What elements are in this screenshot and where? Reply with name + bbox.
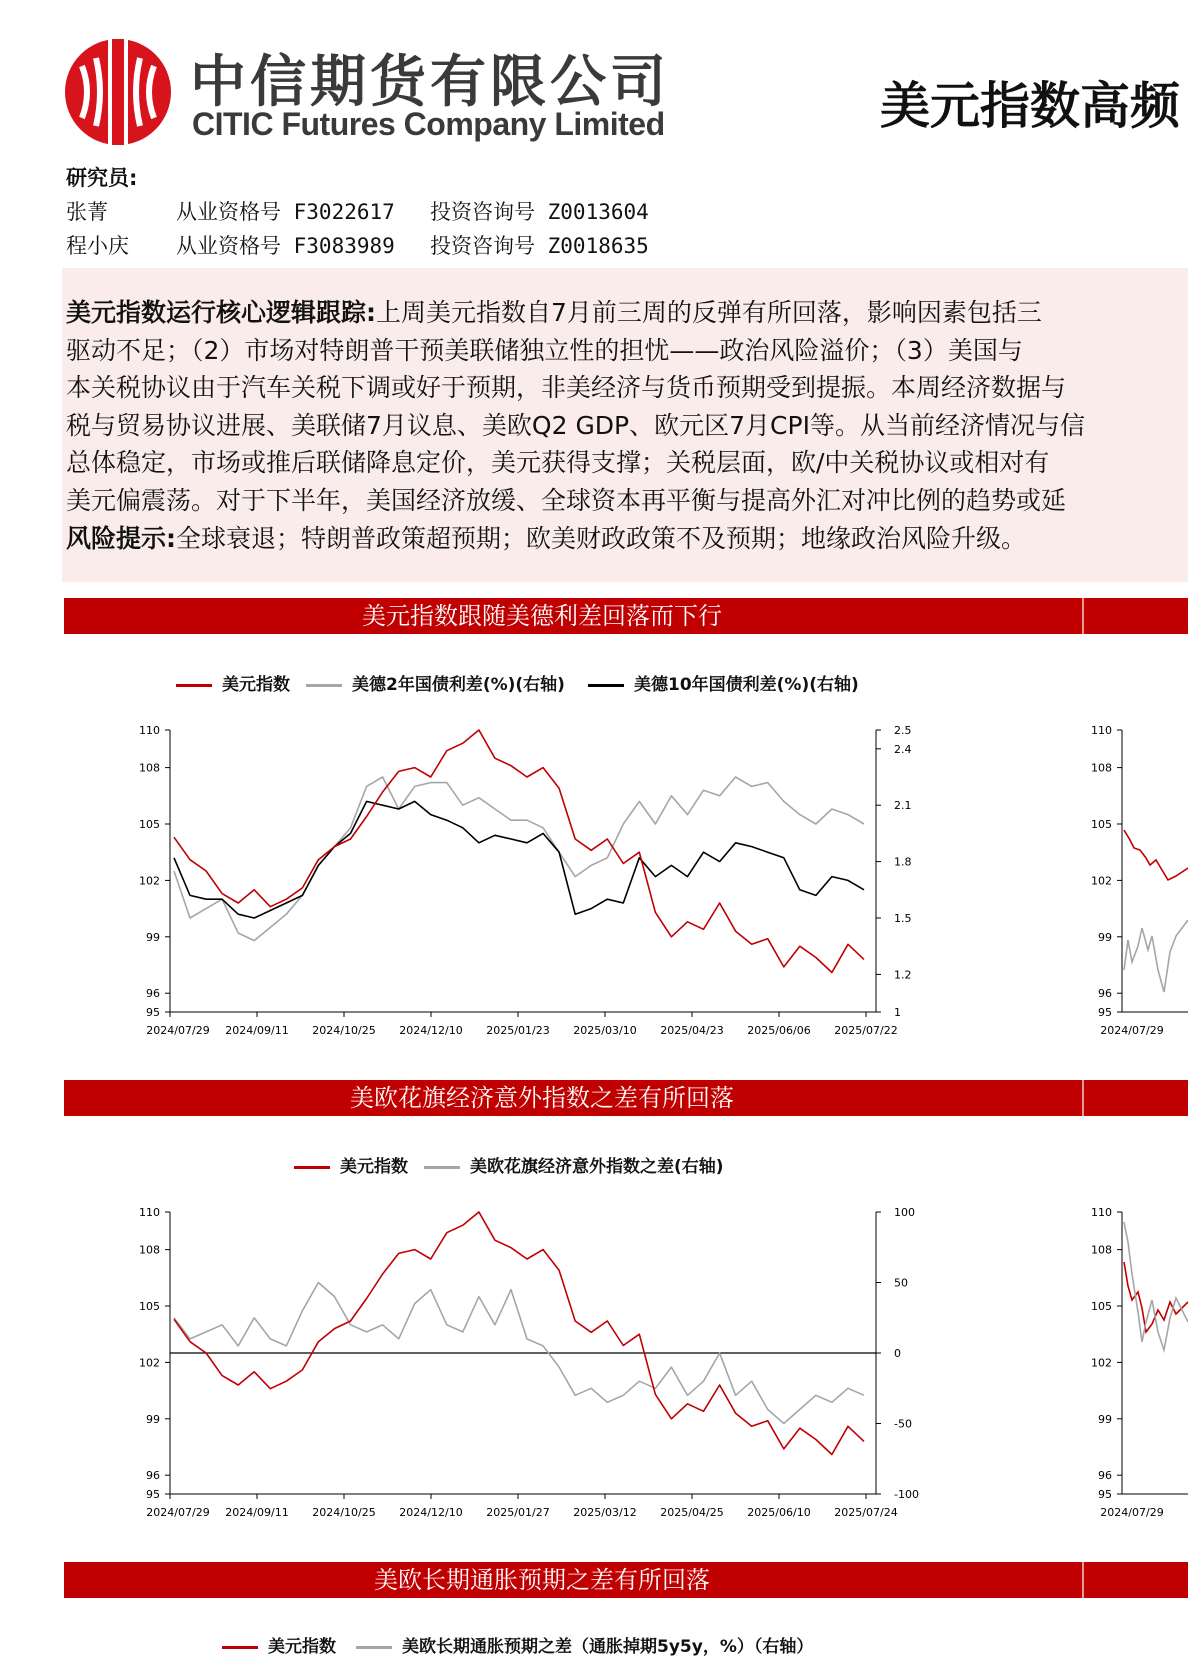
left-axis-tick-label: 96 <box>146 987 160 1001</box>
right-axis-tick-label: -50 <box>894 1417 912 1431</box>
left-axis-tick-label: 99 <box>146 930 160 944</box>
right-axis-tick-label: 1.8 <box>894 855 912 869</box>
legend-swatch <box>424 1166 460 1169</box>
summary-line: 总体稳定，市场或推后联储降息定价，美元获得支撑；关税层面，欧/中关税协议或相对有 <box>66 448 1050 478</box>
section-header <box>64 1080 1188 1116</box>
left-axis-tick-label: 105 <box>139 1300 160 1313</box>
series-line <box>174 777 864 941</box>
x-axis-tick-label: 2024/10/25 <box>312 1024 376 1037</box>
right-axis-tick-label: 2.5 <box>894 724 912 737</box>
series-line <box>174 1212 864 1455</box>
section-header <box>64 1562 1188 1598</box>
right-axis-tick-label: 1.2 <box>894 968 912 982</box>
x-axis-tick-label: 2024/09/11 <box>225 1506 289 1519</box>
legend-label: 美德10年国债利差(%)(右轴) <box>634 675 859 695</box>
researcher-label: 研究员: <box>66 166 138 190</box>
left-axis-tick-label: 95 <box>146 1006 160 1019</box>
section-divider <box>1082 1080 1084 1116</box>
summary-line: 美元偏震荡。对于下半年，美国经济放缓、全球资本再平衡与提高外汇对冲比例的趋势或延 <box>66 485 1067 515</box>
x-axis-tick-label: 2025/07/24 <box>834 1506 898 1519</box>
second-panel-tick-label: 99 <box>1098 930 1112 944</box>
second-panel-series-line <box>1124 1222 1188 1350</box>
right-axis-tick-label: 100 <box>894 1206 915 1219</box>
second-panel-tick-label: 108 <box>1091 1243 1112 1257</box>
left-axis-tick-label: 110 <box>139 1206 160 1219</box>
left-axis-tick-label: 108 <box>139 1243 160 1257</box>
section-title: 美欧花旗经济意外指数之差有所回落 <box>350 1084 734 1112</box>
left-axis-tick-label: 108 <box>139 761 160 775</box>
right-axis-tick-label: 1 <box>894 1006 901 1019</box>
legend-item <box>306 670 565 695</box>
left-axis-tick-label: 110 <box>139 724 160 737</box>
legend-label: 美欧长期通胀预期之差（通胀掉期5y5y，%）（右轴） <box>402 1637 814 1657</box>
summary-box <box>62 268 1188 582</box>
second-panel-tick-label: 99 <box>1098 1412 1112 1426</box>
legend-label: 美元指数 <box>340 1157 408 1177</box>
x-axis-tick-label: 2024/07/29 <box>146 1506 210 1519</box>
series-line <box>174 730 864 973</box>
left-axis-tick-label: 102 <box>139 1356 160 1370</box>
right-axis-tick-label: 1.5 <box>894 912 912 925</box>
section-title: 美欧长期通胀预期之差有所回落 <box>374 1566 710 1594</box>
legend-item <box>424 1152 724 1177</box>
second-panel-tick-label: 96 <box>1098 1469 1112 1483</box>
chart-dollar-vs-yield-spread <box>0 700 1188 1060</box>
x-axis-tick-label: 2025/03/12 <box>573 1506 637 1519</box>
legend-label: 美元指数 <box>268 1637 336 1657</box>
left-axis-tick-label: 99 <box>146 1412 160 1426</box>
x-axis-tick-label: 2025/01/23 <box>486 1024 550 1037</box>
left-axis-tick-label: 102 <box>139 874 160 888</box>
second-panel-tick-label: 96 <box>1098 987 1112 1001</box>
left-axis-tick-label: 95 <box>146 1488 160 1501</box>
summary-line: 本关税协议由于汽车关税下调或好于预期，非美经济与货币预期受到提振。本周经济数据与 <box>66 373 1067 403</box>
second-panel-tick-label: 110 <box>1091 724 1112 737</box>
x-axis-tick-label: 2025/01/27 <box>486 1506 550 1519</box>
legend-item <box>356 1632 813 1657</box>
legend-swatch <box>176 684 212 687</box>
x-axis-tick-label: 2024/12/10 <box>399 1024 463 1037</box>
second-panel-tick-label: 110 <box>1091 1206 1112 1219</box>
x-axis-tick-label: 2025/07/22 <box>834 1024 898 1037</box>
researcher-name: 张菁 <box>66 200 108 224</box>
legend-label: 美德2年国债利差(%)(右轴) <box>352 675 565 695</box>
series-line <box>174 801 864 918</box>
left-axis-tick-label: 96 <box>146 1469 160 1483</box>
company-name-en: CITIC Futures Company Limited <box>192 106 665 142</box>
researcher-consult-number: 投资咨询号 Z0018635 <box>430 234 649 258</box>
researcher-qualification: 从业资格号 F3083989 <box>176 234 395 258</box>
section-header <box>64 598 1188 634</box>
right-axis-tick-label: 0 <box>894 1347 901 1360</box>
second-panel-tick-label: 102 <box>1091 874 1112 888</box>
x-axis-tick-label: 2024/10/25 <box>312 1506 376 1519</box>
summary-line: 税与贸易协议进展、美联储7月议息、美欧Q2 GDP、欧元区7月CPI等。从当前经济情况与信 <box>66 410 1085 440</box>
legend-swatch <box>294 1166 330 1169</box>
second-panel-x-tick-label: 2024/07/29 <box>1100 1024 1164 1037</box>
second-panel-x-tick-label: 2024/07/29 <box>1100 1506 1164 1519</box>
legend-swatch <box>306 684 342 687</box>
section-divider <box>1082 1562 1084 1598</box>
second-panel-tick-label: 105 <box>1091 818 1112 831</box>
second-panel-tick-label: 105 <box>1091 1300 1112 1313</box>
report-title: 美元指数高频 <box>880 77 1180 135</box>
legend-swatch <box>222 1646 258 1649</box>
second-panel-series-line <box>1124 830 1188 880</box>
right-axis-tick-label: 50 <box>894 1276 908 1290</box>
company-name-cn: 中信期货有限公司 <box>190 49 670 115</box>
right-axis-tick-label: 2.1 <box>894 799 912 813</box>
second-panel-tick-label: 95 <box>1098 1488 1112 1501</box>
legend-swatch <box>356 1646 392 1649</box>
legend-item <box>588 670 859 695</box>
second-panel-tick-label: 108 <box>1091 761 1112 775</box>
x-axis-tick-label: 2024/09/11 <box>225 1024 289 1037</box>
researcher-consult-number: 投资咨询号 Z0013604 <box>430 200 649 224</box>
right-axis-tick-label: 2.4 <box>894 742 912 756</box>
legend-item <box>294 1152 408 1177</box>
x-axis-tick-label: 2025/04/23 <box>660 1024 724 1037</box>
legend-label: 美欧花旗经济意外指数之差(右轴) <box>470 1157 724 1177</box>
legend-item <box>176 670 290 695</box>
citic-logo-icon <box>62 36 174 148</box>
second-panel-tick-label: 95 <box>1098 1006 1112 1019</box>
legend-label: 美元指数 <box>222 675 290 695</box>
x-axis-tick-label: 2025/06/06 <box>747 1024 811 1037</box>
x-axis-tick-label: 2024/12/10 <box>399 1506 463 1519</box>
researcher-name: 程小庆 <box>66 234 129 258</box>
researcher-qualification: 从业资格号 F3022617 <box>176 200 395 224</box>
summary-line: 驱动不足；（2）市场对特朗普干预美联储独立性的担忧——政治风险溢价；（3）美国与 <box>66 335 1023 365</box>
section-title: 美元指数跟随美德利差回落而下行 <box>362 602 722 630</box>
summary-lead-label: 美元指数运行核心逻辑跟踪: <box>66 298 376 327</box>
legend-swatch <box>588 684 624 687</box>
x-axis-tick-label: 2025/04/25 <box>660 1506 724 1519</box>
chart-dollar-vs-citi-surprise <box>0 1182 1188 1542</box>
x-axis-tick-label: 2024/07/29 <box>146 1024 210 1037</box>
risk-label: 风险提示: <box>66 523 176 553</box>
summary-text <box>66 294 1188 557</box>
left-axis-tick-label: 105 <box>139 818 160 831</box>
legend-item <box>222 1632 336 1657</box>
section-divider <box>1082 598 1084 634</box>
risk-text: 全球衰退；特朗普政策超预期；欧美财政政策不及预期；地缘政治风险升级。 <box>176 523 1027 553</box>
second-panel-series-line <box>1124 920 1188 992</box>
second-panel-tick-label: 102 <box>1091 1356 1112 1370</box>
x-axis-tick-label: 2025/03/10 <box>573 1024 637 1037</box>
right-axis-tick-label: -100 <box>894 1488 919 1501</box>
x-axis-tick-label: 2025/06/10 <box>747 1506 811 1519</box>
summary-line: 上周美元指数自7月前三周的反弹有所回落，影响因素包括三 <box>376 298 1042 327</box>
